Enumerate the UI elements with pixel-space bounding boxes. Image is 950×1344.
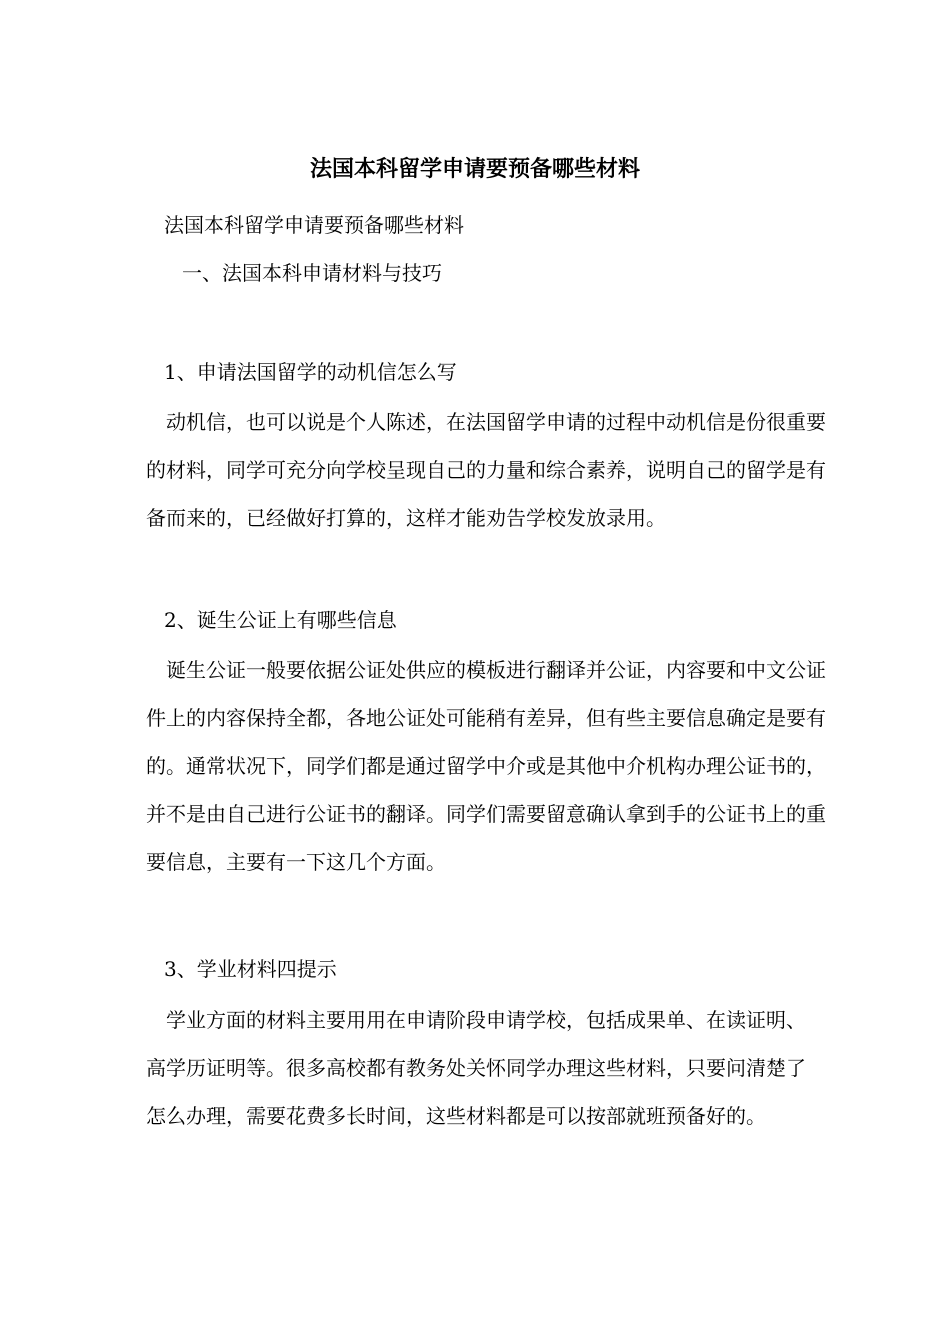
- item-heading-3: 3、学业材料四提示: [164, 957, 337, 981]
- item-heading-1: 1、申请法国留学的动机信怎么写: [164, 360, 457, 384]
- item-body-2: 诞生公证一般要依据公证处供应的模板进行翻译并公证，内容要和中文公证件上的内容保持全都，各地公证处可能稍有差异，但有些主要信息确定是要有的。通常状况下，同学们都是通过留学中介或是其他中介机构办理公证书的，并不是由自己进行公证书的翻译。同学们需要留意确认拿到手的公证书上的重要信息，主要有一下这几个方面。: [146, 658, 826, 874]
- item-body-3: 学业方面的材料主要用用在申请阶段申请学校，包括成果单、在读证明、高学历证明等。很多高校都有教务处关怀同学办理这些材料，只要问清楚了怎么办理，需要花费多长时间，这些材料都是可以按部就班预备好的。: [146, 1008, 806, 1128]
- section-heading: 一、法国本科申请材料与技巧: [182, 261, 442, 285]
- item-body-1: 动机信，也可以说是个人陈述，在法国留学申请的过程中动机信是份很重要的材料，同学可充分向学校呈现自己的力量和综合素养，说明自己的留学是有备而来的，已经做好打算的，这样才能劝告学校发放录用。: [146, 410, 826, 530]
- document-subtitle: 法国本科留学申请要预备哪些材料: [164, 213, 464, 237]
- item-heading-2: 2、诞生公证上有哪些信息: [164, 608, 397, 632]
- document-title: 法国本科留学申请要预备哪些材料: [309, 157, 640, 182]
